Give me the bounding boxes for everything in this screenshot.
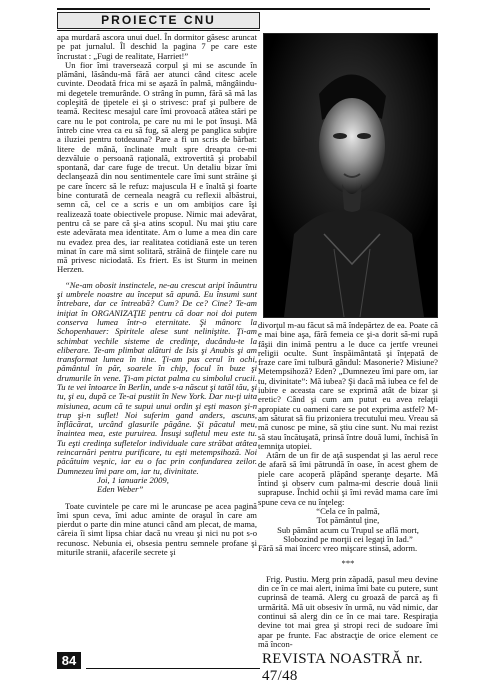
- final-paragraph: Frig. Pustiu. Merg prin zăpadă, pasul meu devine din ce în ce mai alert, inima îmi bate cu putere, sunt cuprinsă de teamă. Alerg cu groază de parcă aş fi urmărită. Mă uit obsesiv în urmă, nu văd nimic, dar continui să alerg din ce în ce mai tare. Respiraţia devine tot mai grea şi stropi reci de sudoare îmi apar pe frunte. Fac abstracţie de orice element ce mă încon-: [258, 573, 438, 649]
- poem-line: Slobozind pe morţii cei legaţi în Iad.”: [283, 533, 413, 544]
- poem: [258, 507, 438, 544]
- section-separator: ***: [341, 558, 355, 569]
- closing-paragraph: Toate cuvintele pe care mi le aruncase pe acea pagină îmi spun ceva, îmi aduc aminte de oraşul în care am pierdut o parte din mine atunci când am plecat, de mama, căreia îi simt lipsa chiar dacă nu vreau şi nici nu pot s-o recunosc. Nebunia ei, obsesia pentru semnele profane şi miturile stranii, afacerile secrete şi: [57, 500, 257, 558]
- paragraph-1: apa murdară ascora unui duel. În dormitor găsesc aruncat pe pat jurnalul. Îl deschid la pagina 7 pe care este încrustat : „Fugi de realitate, Harriet!”: [57, 32, 257, 61]
- left-column: [57, 33, 257, 557]
- poem-line: Tot pământul ţine,: [316, 515, 380, 526]
- right-column: [258, 321, 438, 649]
- section-title: PROIECTE CNU: [57, 12, 260, 29]
- header-underline: [57, 30, 260, 31]
- right-paragraph-1: divorţul m-au făcut să mă îndepărtez de ea. Poate că e mai bine aşa, fără femeia ce şi-a dorit să-mi rupă fâşii din inimă pentru a le duce ca jertfe vreunei religii oculte. Sunt înspăimântată şi înţepată de fraze care îmi tulbură gândul: Masonerie? Misiune? Metempsihoză? Eden? „Dumnezeu îmi pare om, iar tu, divinitate”: Mă iubea? Şi dacă mă iubea ce fel de iubire e aceasta care se exprimă atât de bizar şi eretic? Când şi cum am putut eu avea relaţii apropiate cu oameni care se pot exprima astfel? M-am săturat să fiu prizoniera trecutului meu. Vreau să mă cunosc pe mine, să ştiu cine sunt. Nu mai rezist să stau încătuşată, prinsă între două lumi, închisă în temniţa utopiei.: [258, 320, 438, 451]
- poem-line: “Cela ce în palmă,: [316, 505, 380, 516]
- right-paragraph-2: Atârn de un fir de aţă suspendat şi las aerul rece de afară să îmi pătrundă în oase, în acest ghem de piele care acoperă plăpând speranţe deşarte. Mă întind şi observ cum palma-mi descrie două linii suprapuse. Închid ochii şi îmi revăd mama care îmi spune ceva ce nu înţeleg:: [258, 450, 438, 507]
- magazine-title: REVISTA NOASTRĂ nr. 47/48: [262, 651, 423, 684]
- photo-illustration: [264, 34, 437, 317]
- after-poem: Fără să mai încerc vreo mişcare stinsă, adorm.: [258, 543, 418, 554]
- portrait-photo-icon: [263, 33, 438, 318]
- footer-rule: [86, 668, 260, 669]
- poem-line: Sub pământ acum cu Trupul se află mort,: [277, 524, 419, 535]
- page-number: 84: [57, 652, 81, 669]
- paragraph-2: Un fior îmi traversează corpul şi mi se ascunde în plămâni, lăsându-mă fără aer atunci când citesc acele cuvinte. Deodată frica mi se aşază în palmă, mângâindu-mi degetele tremurânde. O strâng în pumn, fără să mă las copleşită de ţipetele ei şi o strivesc: praf şi pulbere de teamă. Recitesc mesajul care îmi provoacă atâtea stări pe care nu le pot controla, pe care nu mi le pot însuşi. Mă întreb cine vrea ca eu să fug, să alerg pe panglica subţire a iluziei pentru totdeauna? Pare a fi un scris de bărbat: litere de mână, înclinate mult spre dreapta ce-mi dezvăluie o persoană raţională, extrovertită şi probabil spontană, dar care fuge de trecut. Un detaliu bizar îmi declanşează din nou sentimentele care îmi sunt străine şi pe care încerc să le refuz: majuscula H e înaltă şi foarte bine conturată de cerneala neagră cu reflexii albăstrui, semn că, cel ce a scris e un om ambiţios care îşi realizează toate obiectivele propuse. Nimic mai adevărat, pentru că se pare că şi-a atins scopul. Nu mai ştiu care este adevărata mea identitate. Am o lume a mea din care nu evadez prea des, iar realitatea cotidiană este un teren minat în care mă simt solitară, străină de fiinţele care nu mă privesc niciodată. Es friert. Es ist Sturm in meinen Herzen.: [57, 59, 257, 275]
- header-rule: [57, 8, 430, 10]
- letter-date: Joi, 1 ianuarie 2009,: [97, 474, 169, 485]
- letter-signature: Eden Weber”: [97, 484, 144, 495]
- letter-text: “Ne-am obosit instinctele, ne-au crescut aripi înăuntru şi umbrele noastre au început să apună. Eu însumi sunt întrebare, dar ce întreabă? Cum? De ce? Cine? Te-am iniţiat în ORGANIZAŢIE pentru că doar noi doi putem conserva lumea într-o eternitate. Şi mânorc la Schopenhauer: Spiritele alese sunt neliniştite. Ţi-am schimbat vechile sisteme de credinţe, ducându-te la eliberare. Te-am plimbat alături de Isis şi Anubis şi am transformat lumea în tine. Ţi-am pus cerul în ochi, pământul în păr, soarele în chip, focul în buze şi drumurile în vene. Ţi-am pictat palma cu simbolul crucii. Tu te vei întoarce în Berlin, unde s-a născut şi tatăl tău, şi tu, şi eu, după ce Te-ai pustiit în New York. Dar nu-ţi uita misiunea, acum că te supui unui ordin şi eşti mason şi-n trup şi-n suflet! Noi suferim gand anders, ascuns, înflăcărat, urcând glasurile păgâne. Şi păcatul meu, înaintea mea, este puruirea. Însuşi sufletul meu este tu. Tu eşti credinţa sufletelor individuale care străbat atâtea reincarnări pentru purificare, tu eşti metempsihoză. Noi păcătuim veşnic, iar eu o fac prin confundarea zeilor. Dumnezeu îmi pare om, iar tu, divinitate.: [57, 279, 257, 476]
